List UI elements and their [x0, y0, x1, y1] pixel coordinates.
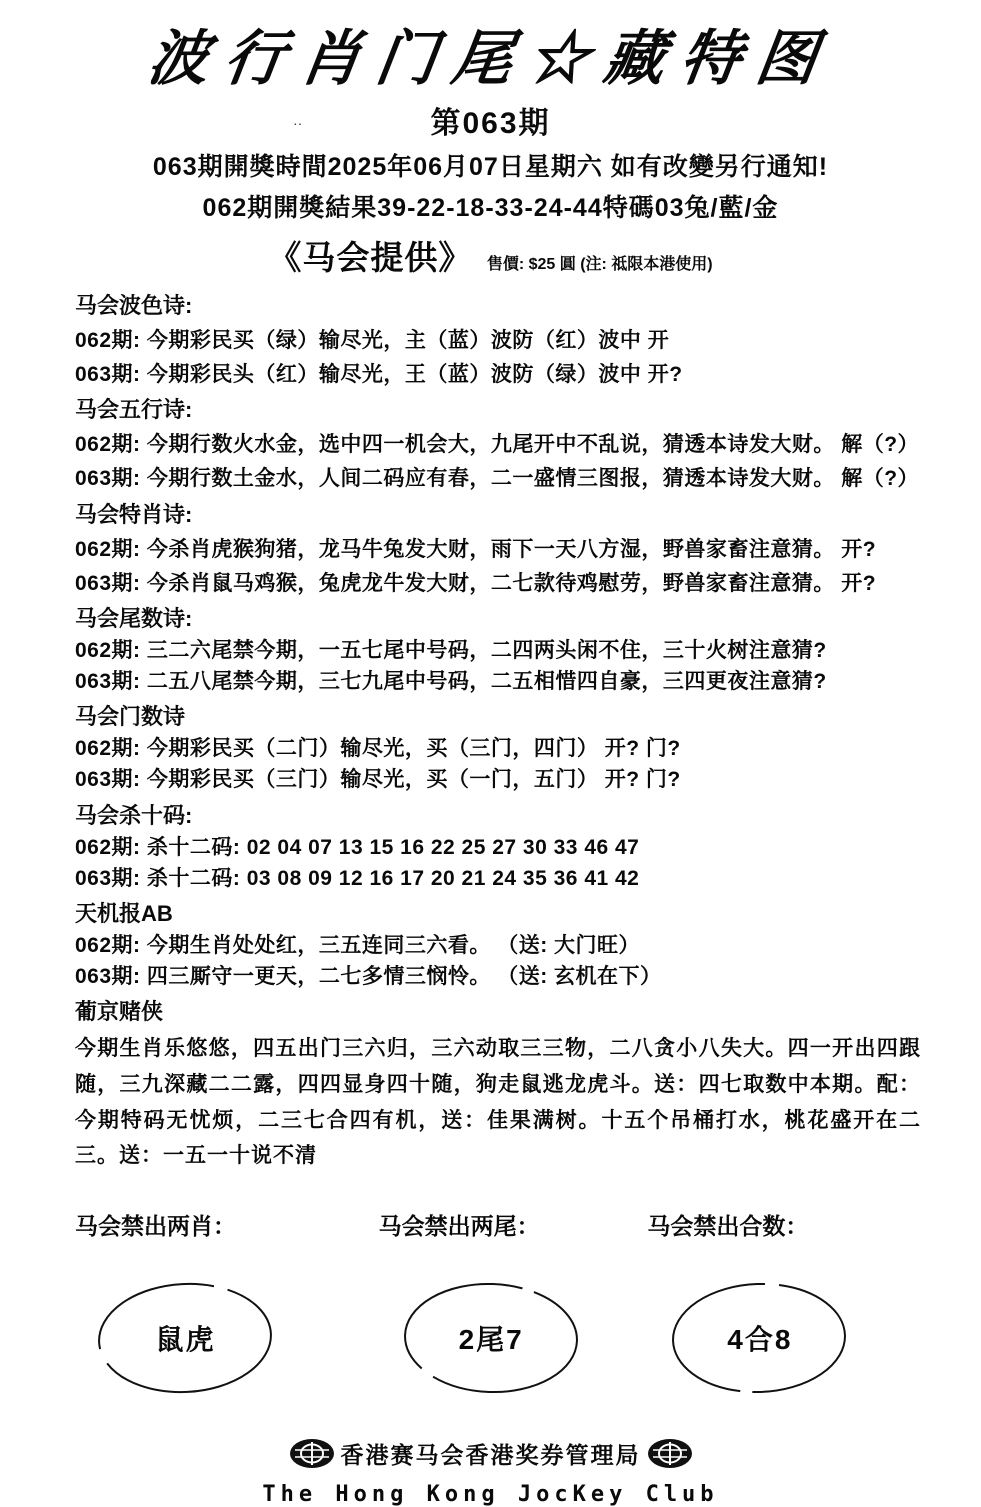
forbidden-two-zodiac — [75, 1208, 354, 1397]
org-row — [40, 1437, 941, 1470]
poem-line-063: 063期: 今期彩民买（三门）输尽光，买（一门，五门） 开? 门? — [75, 768, 681, 792]
section-heading: 马会尾数诗: — [75, 605, 193, 631]
poem-line-062: 062期: 今期生肖处处红，三五连同三六看。 （送: 大门旺） — [75, 933, 641, 957]
org-name-chinese: 香港赛马会香港奖券管理局 — [340, 1442, 641, 1468]
poem-line-062: 062期: 三二六尾禁今期，一五七尾中号码，二四两头闲不住，三十火树注意猜? — [75, 638, 827, 662]
draw-time-line: 063期開獎時間2025年06月07日星期六 如有改變另行通知! — [152, 153, 829, 181]
forbidden-heading: 马会禁出两尾： — [378, 1213, 540, 1239]
poem-line-062: 062期: 今期彩民买（绿）输尽光，主（蓝）波防（红）波中 开 — [75, 328, 670, 352]
kill-numbers-062: 062期: 杀十二码: 02 04 07 13 15 16 22 25 27 30 33 46 47 — [75, 835, 640, 859]
forbidden-row — [40, 1208, 941, 1397]
section-wuxing-poem — [75, 397, 921, 491]
section-tianjibao — [75, 901, 921, 989]
forbidden-heading: 马会禁出两肖： — [75, 1213, 236, 1239]
price-note: 售價: $25 圓 (注: 祗限本港使用) — [486, 256, 713, 273]
section-weishu-poem — [75, 606, 921, 694]
footer — [40, 1437, 941, 1507]
last-result-line: 062期開獎結果39-22-18-33-24-44特碼03兔/藍/金 — [202, 194, 779, 222]
section-bose-poem — [75, 293, 921, 387]
forbidden-heading: 马会禁出合数： — [647, 1213, 809, 1239]
section-heading: 马会特肖诗: — [75, 501, 193, 527]
section-heading: 马会杀十码: — [75, 802, 193, 828]
section-heading: 葡京赌侠 — [75, 999, 164, 1025]
kill-numbers-063: 063期: 杀十二码: 03 08 09 12 16 17 20 21 24 35 36 41 42 — [75, 866, 640, 890]
forbidden-value: 鼠虎 — [155, 1324, 216, 1355]
section-heading: 马会门数诗 — [75, 704, 186, 730]
poem-line-063: 063期: 二五八尾禁今期，三七九尾中号码，二五相惜四自豪，三四更夜注意猜? — [75, 670, 827, 694]
forbidden-value: 4合8 — [727, 1324, 793, 1355]
jockey-club-emblem-icon — [289, 1438, 335, 1469]
pujing-paragraph: 今期生肖乐悠悠，四五出门三六归，三六动取三三物，二八贪小八失大。四一开出四跟随，三九深藏二二露，四四显身四十随，狗走鼠逃龙虎斗。送：四七取数中本期。配：今期特码无忧烦，二三七合四有机，送：佳果满树。十五个吊桶打水，桃花盛开在二三。送：一五一十说不清 — [75, 1037, 921, 1168]
section-shashima — [75, 803, 921, 891]
provider-label: 《马会提供》 — [268, 239, 473, 276]
section-pujing-duxia — [75, 999, 921, 1174]
poem-line-062: 062期: 今杀肖虎猴狗猪，龙马牛兔发大财，雨下一天八方湿，野兽家畜注意猜。 开? — [75, 537, 877, 561]
handdrawn-ellipse — [93, 1279, 278, 1397]
forbidden-two-tails — [354, 1208, 633, 1397]
poem-line-063: 063期: 今期彩民头（红）输尽光，王（蓝）波防（绿）波中 开? — [75, 363, 683, 387]
section-menshu-poem — [75, 704, 921, 792]
handdrawn-ellipse — [399, 1279, 584, 1397]
section-texiao-poem — [75, 502, 921, 596]
handdrawn-ellipse — [667, 1279, 852, 1397]
jockey-club-emblem-icon — [647, 1438, 693, 1469]
poem-line-063: 063期: 四三厮守一更天，二七多情三悯怜。 （送: 玄机在下） — [75, 965, 662, 989]
forbidden-value: 2尾7 — [458, 1324, 524, 1355]
section-heading: 天机报AB — [75, 900, 173, 926]
provider-row — [40, 232, 941, 279]
forbidden-sum — [632, 1208, 911, 1397]
scan-artifact-dots: ‥ — [293, 112, 305, 128]
issue-number: 第063期 — [430, 107, 551, 140]
issue-row — [40, 98, 941, 142]
poem-sections — [40, 293, 941, 1174]
poem-line-062: 062期: 今期行数火水金，选中四一机会大，九尾开中不乱说，猜透本诗发大财。 解（?） — [75, 433, 920, 457]
section-heading: 马会五行诗: — [75, 397, 193, 423]
poem-line-063: 063期: 今期行数土金水，人间二码应有春，二一盛情三图报，猜透本诗发大财。 解（?） — [75, 467, 920, 491]
page-title: 波行肖门尾☆藏特图 — [143, 25, 838, 92]
org-name-english: The Hong Kong JocKey Club — [262, 1482, 719, 1507]
section-heading: 马会波色诗: — [75, 293, 193, 318]
poem-line-062: 062期: 今期彩民买（二门）输尽光，买（三门，四门） 开? 门? — [75, 737, 681, 761]
poem-line-063: 063期: 今杀肖鼠马鸡猴，兔虎龙牛发大财，二七款待鸡慰劳，野兽家畜注意猜。 开? — [75, 571, 877, 595]
